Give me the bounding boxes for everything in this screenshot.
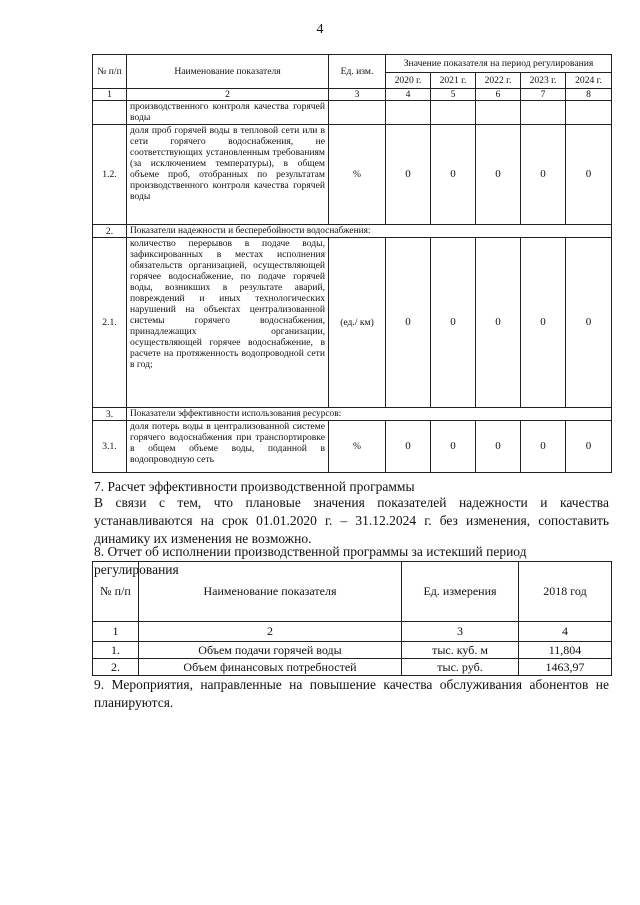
header-row: [93, 562, 612, 622]
row-unit: [329, 101, 386, 125]
row-value: 0: [386, 421, 431, 473]
header-year: 2020 г.: [386, 73, 431, 89]
row-num: 1.: [93, 642, 139, 659]
row-num: 2.: [93, 659, 139, 676]
section-row: [93, 225, 612, 238]
column-numbers-row: [93, 622, 612, 642]
header-name: Наименование показателя: [139, 562, 402, 622]
col-number: 1: [93, 622, 139, 642]
row-value: [566, 101, 612, 125]
page-number: 4: [316, 22, 324, 37]
row-name: Объем финансовых потребностей: [139, 659, 402, 676]
table-row: [93, 238, 612, 408]
row-num: 2.1.: [93, 238, 127, 408]
row-value: 0: [521, 238, 566, 408]
header-year: 2018 год: [519, 562, 612, 622]
row-unit: %: [329, 125, 386, 225]
row-unit: тыс. куб. м: [402, 642, 519, 659]
col-number: 6: [476, 89, 521, 101]
section-7-text: В связи с тем, что плановые значения показателей надежности и качества устанавливаются на срок 01.01.2020 г. – 31.12.2024 г. без изменения, сопоставить динамику их изменения не возможно.: [94, 495, 609, 546]
row-value: 0: [566, 238, 612, 408]
section-title: Показатели эффективности использования ресурсов:: [127, 408, 612, 421]
row-num: 3.1.: [93, 421, 127, 473]
row-num: 1.2.: [93, 125, 127, 225]
row-value: 0: [476, 238, 521, 408]
section-9-text: 9. Мероприятия, направленные на повышение качества обслуживания абонентов не планируются.: [94, 677, 609, 710]
row-value: 0: [566, 421, 612, 473]
section-row: [93, 408, 612, 421]
row-value: [521, 101, 566, 125]
table-row: [93, 101, 612, 125]
header-year: 2024 г.: [566, 73, 612, 89]
header-year: 2022 г.: [476, 73, 521, 89]
row-value: 0: [431, 125, 476, 225]
col-number: 7: [521, 89, 566, 101]
row-value: 0: [521, 421, 566, 473]
header-year: 2021 г.: [431, 73, 476, 89]
col-number: 1: [93, 89, 127, 101]
row-num: [93, 101, 127, 125]
header-name: Наименование показателя: [127, 55, 329, 89]
row-value: 1463,97: [519, 659, 612, 676]
table-row: [93, 125, 612, 225]
header-num: № п/п: [93, 55, 127, 89]
row-name: доля проб горячей воды в тепловой сети или в сети горячего водоснабжения, не соответствующих установленным требованиям (за исключением температуры), в общем объеме проб, отобранных по результатам производственного контроля качества горячей воды: [127, 125, 329, 225]
report-table: [92, 561, 612, 676]
col-number: 3: [329, 89, 386, 101]
header-year: 2023 г.: [521, 73, 566, 89]
row-value: 0: [431, 421, 476, 473]
section-num: 2.: [93, 225, 127, 238]
row-unit: тыс. руб.: [402, 659, 519, 676]
row-value: 0: [431, 238, 476, 408]
section-8-title: 8. Отчет об исполнении производственной программы за истекший период регулирования: [94, 544, 527, 577]
row-unit: (ед./ км): [329, 238, 386, 408]
row-value: [476, 101, 521, 125]
col-number: 2: [127, 89, 329, 101]
header-row: [93, 55, 612, 73]
row-name: количество перерывов в подаче воды, зафиксированных в местах исполнения обязательств организацией, осуществляющей горячее водоснабжение, по подаче горячей воды, возникших в результате аварий, повреждений и иных технологических нарушений на объектах централизованной системы горячего водоснабжения, принадлежащих организации, осуществляющей горячее водоснабжение, в расчете на протяженность водопроводной сети в год;: [127, 238, 329, 408]
col-number: 4: [519, 622, 612, 642]
table-row: [93, 421, 612, 473]
row-unit: %: [329, 421, 386, 473]
row-value: [431, 101, 476, 125]
column-numbers-row: [93, 89, 612, 101]
row-name: производственного контроля качества горячей воды: [127, 101, 329, 125]
row-value: 0: [521, 125, 566, 225]
section-title: Показатели надежности и бесперебойности водоснабжения:: [127, 225, 612, 238]
col-number: 4: [386, 89, 431, 101]
col-number: 3: [402, 622, 519, 642]
row-name: доля потерь воды в централизованной системе горячего водоснабжения при транспортировке в общем объеме воды, поданной в водопроводную сеть: [127, 421, 329, 473]
header-period: Значение показателя на период регулирования: [386, 55, 612, 73]
row-value: 0: [476, 421, 521, 473]
row-name: Объем подачи горячей воды: [139, 642, 402, 659]
row-value: 0: [386, 125, 431, 225]
section-7-title: 7. Расчет эффективности производственной программы: [94, 479, 415, 494]
table-row: [93, 642, 612, 659]
table-row: [93, 659, 612, 676]
header-unit: Ед. изм.: [329, 55, 386, 89]
indicators-table: [92, 54, 612, 473]
col-number: 8: [566, 89, 612, 101]
header-unit: Ед. измерения: [402, 562, 519, 622]
row-value: 0: [476, 125, 521, 225]
section-num: 3.: [93, 408, 127, 421]
row-value: 0: [566, 125, 612, 225]
col-number: 2: [139, 622, 402, 642]
col-number: 5: [431, 89, 476, 101]
header-num: № п/п: [93, 562, 139, 622]
row-value: 11,804: [519, 642, 612, 659]
row-value: 0: [386, 238, 431, 408]
row-value: [386, 101, 431, 125]
